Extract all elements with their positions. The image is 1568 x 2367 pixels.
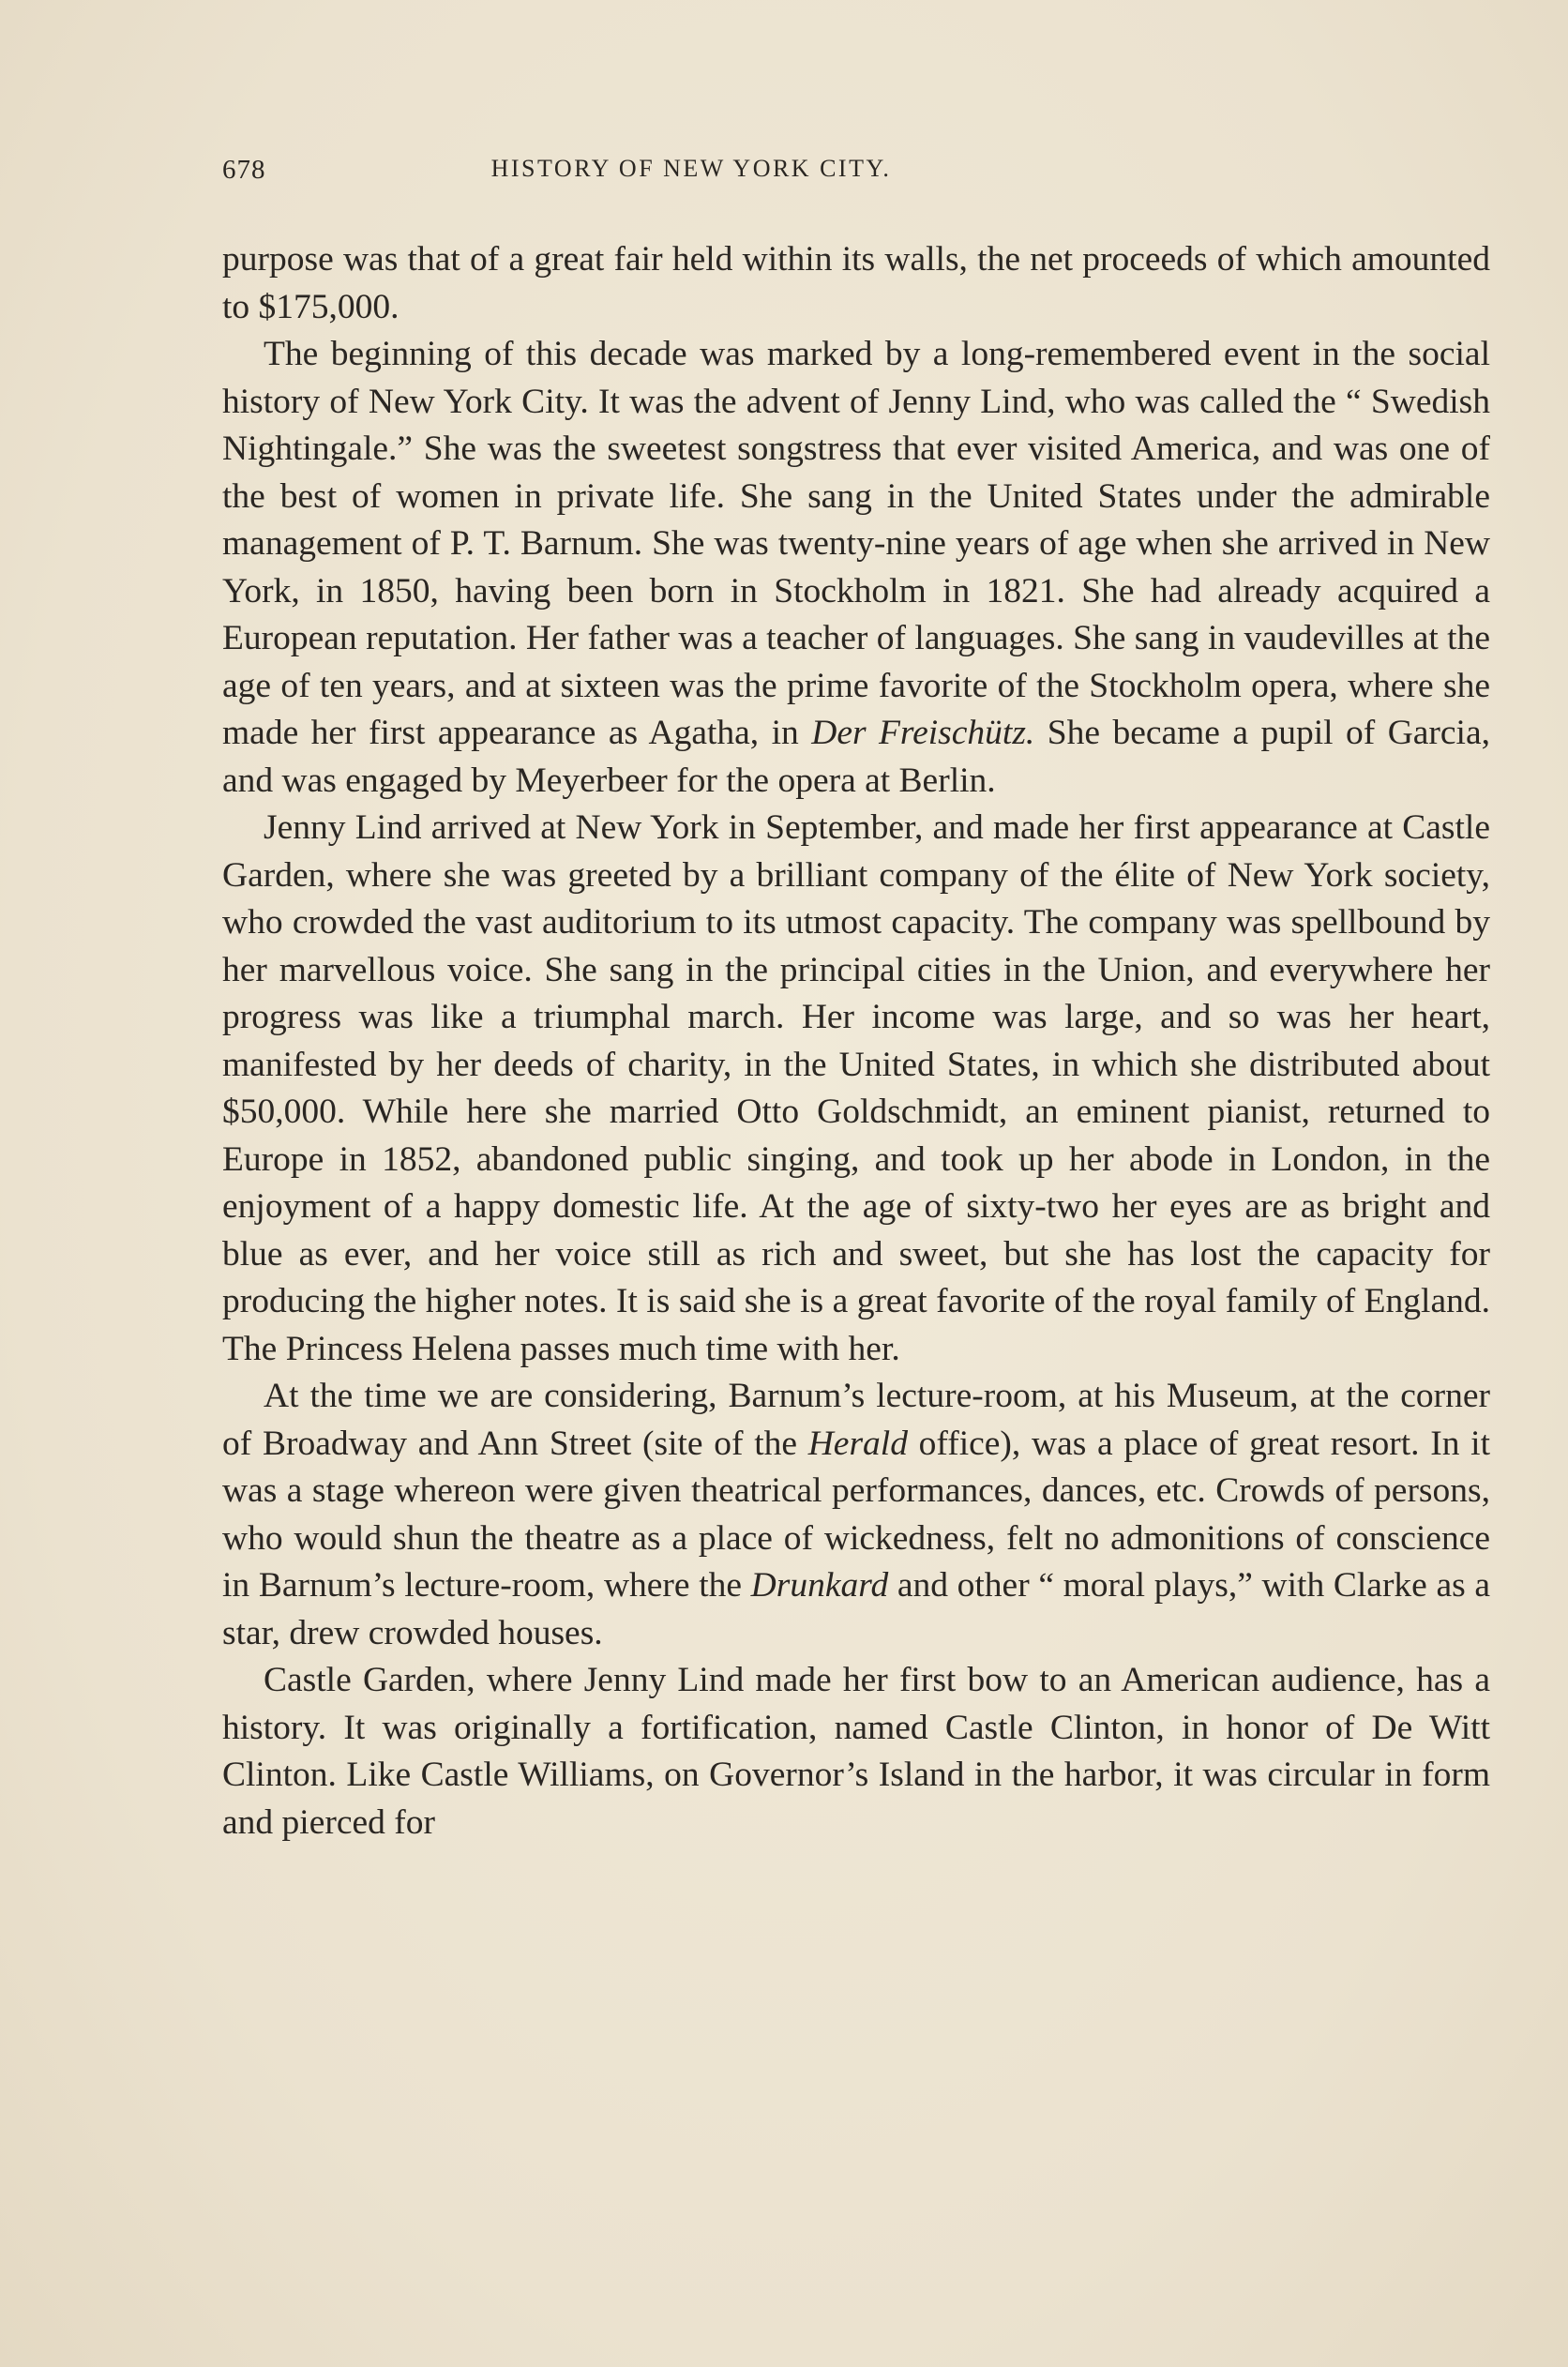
text-run: purpose was that of a great fair held within its walls, the net proceeds of which amounted to $175,000.	[222, 240, 1490, 326]
text-run: and other “ moral plays,” with Clarke as a star, drew crowded houses.	[222, 1566, 1490, 1652]
text-run: Castle Garden, where Jenny Lind made her first bow to an American audience, has a history. It was originally a fortification, named Castle Clinton, in honor of De Witt Clinton. Like Castle Williams, on Governor’s Island in the harbor, it was circular in form and pierced for	[222, 1661, 1490, 1842]
text-run: office), was a place of great resort. In it was a stage whereon were given theatrical performances, dances, etc. Crowds of persons, who would shun the theatre as a place of wickedness, felt no admonitions of conscience in Barnum’s lecture-room, where the	[222, 1424, 1490, 1605]
text-run: Jenny Lind arrived at New York in September, and made her first appearance at Castle Garden, where she was greeted by a brilliant company of the élite of New York society, who crowded the vast auditorium to its utmost capacity. The company was spellbound by her marvellous voice. She sang in the principal cities in the Union, and everywhere her progress was like a triumphal march. Her income was large, and so was her heart, manifested by her deeds of charity, in the United States, in which she distributed about $50,000. While here she married Otto Goldschmidt, an eminent pianist, returned to Europe in 1852, abandoned public singing, and took up her abode in London, in the enjoyment of a happy domestic life. At the age of sixty-two her eyes are as bright and blue as ever, and her voice still as rich and sweet, but she has lost the capacity for producing the higher notes. It is said she is a great favorite of the royal family of England. The Princess Helena passes much time with her.	[222, 808, 1490, 1368]
text-run: At the time we are considering, Barnum’s lecture-room, at his Museum, at the corner of Broadway and Ann Street (site of the	[222, 1377, 1490, 1463]
running-title: HISTORY OF NEW YORK CITY.	[490, 155, 892, 182]
italic-title: Drunkard	[750, 1566, 889, 1605]
page-number: 678	[222, 155, 266, 185]
paragraph	[222, 331, 1490, 805]
paragraph	[222, 805, 1490, 1373]
text-run: She became a pupil of Garcia, and was engaged by Meyerbeer for the opera at Berlin.	[222, 714, 1490, 800]
paragraph	[222, 1373, 1490, 1657]
paragraph	[222, 1657, 1490, 1847]
text-run: The beginning of this decade was marked by a long-remembered event in the social history of New York City. It was the advent of Jenny Lind, who was called the “ Swedish Nightingale.” She was the sweetest songstress that ever visited America, and was one of the best of women in private life. She sang in the United States under the admirable management of P. T. Barnum. She was twenty-nine years of age when she arrived in New York, in 1850, having been born in Stockholm in 1821. She had already acquired a European reputation. Her father was a teacher of languages. She sang in vaudevilles at the age of ten years, and at sixteen was the prime favorite of the Stockholm opera, where she made her first appearance as Agatha, in	[222, 335, 1490, 752]
paragraph	[222, 236, 1490, 331]
italic-title: Der Freischütz.	[811, 714, 1035, 752]
body-text	[222, 236, 1490, 1847]
running-head	[222, 155, 1160, 192]
italic-title: Herald	[807, 1424, 908, 1463]
